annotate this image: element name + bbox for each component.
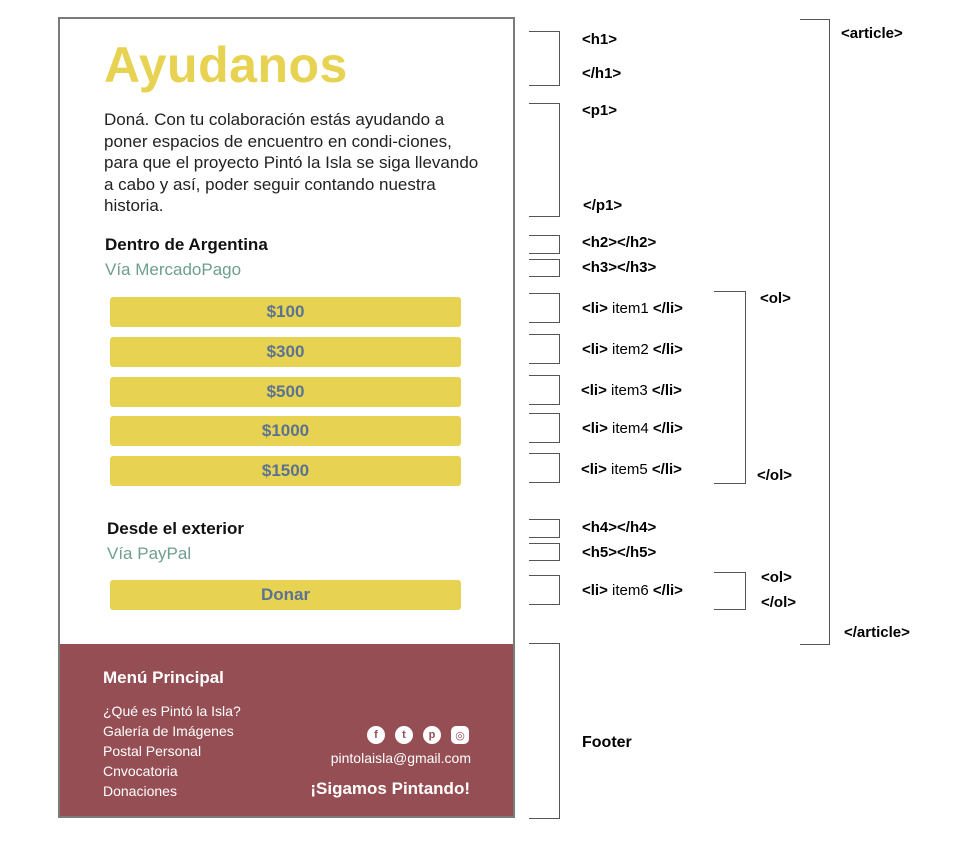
- label-article-open: <article>: [841, 25, 903, 42]
- section-argentina-title: Dentro de Argentina: [105, 235, 268, 254]
- label-li2: [582, 341, 683, 358]
- li-close: </li>: [652, 341, 683, 358]
- item-label: item6: [612, 582, 649, 599]
- pinterest-icon[interactable]: p: [423, 726, 441, 744]
- page-title: Ayudanos: [104, 37, 348, 93]
- item-label: item5: [611, 461, 648, 478]
- donate-300-button[interactable]: $300: [110, 337, 461, 367]
- label-p-close: </p1>: [583, 197, 623, 214]
- li-close: </li>: [651, 382, 682, 399]
- label-h1-open: <h1>: [582, 31, 618, 48]
- label-ol1-close: </ol>: [757, 467, 793, 484]
- footer-menu-title: Menú Principal: [103, 668, 224, 687]
- label-li6: [582, 582, 683, 599]
- label-li5: [581, 461, 682, 478]
- bracket-h3: [529, 259, 560, 277]
- bracket-h4: [529, 519, 560, 538]
- label-h3: <h3></h3>: [582, 259, 657, 276]
- footer-email[interactable]: pintolaisla@gmail.com: [330, 750, 471, 766]
- donar-button[interactable]: Donar: [110, 580, 461, 610]
- bracket-li5: [529, 453, 560, 483]
- footer: [60, 644, 513, 818]
- li-open: <li>: [582, 300, 608, 317]
- li-open: <li>: [581, 382, 607, 399]
- bracket-li6: [529, 575, 560, 605]
- bracket-h2: [529, 235, 560, 254]
- footer-link-galeria[interactable]: Galería de Imágenes: [103, 723, 234, 739]
- bracket-p: [529, 103, 560, 217]
- bracket-li3: [529, 375, 560, 405]
- page-mockup: [58, 17, 515, 818]
- item-label: item2: [612, 341, 649, 358]
- instagram-icon[interactable]: ◎: [451, 726, 469, 744]
- item-label: item1: [612, 300, 649, 317]
- li-close: </li>: [651, 461, 682, 478]
- bracket-article: [800, 19, 830, 645]
- intro-paragraph: Doná. Con tu colaboración estás ayudando a poner espacios de encuentro en condi-ciones, para que el proyecto Pintó la Isla se siga llevando a cabo y así, poder seguir contando nuestra historia.: [104, 110, 479, 215]
- bracket-ol1: [714, 291, 746, 484]
- label-ol2-close: </ol>: [761, 594, 797, 611]
- label-li4: [582, 420, 683, 437]
- label-ol2-open: <ol>: [761, 569, 792, 586]
- label-h5: <h5></h5>: [582, 544, 657, 561]
- donate-1000-button[interactable]: $1000: [110, 416, 461, 446]
- li-open: <li>: [581, 461, 607, 478]
- li-open: <li>: [582, 341, 608, 358]
- section-argentina-subtitle: Vía MercadoPago: [105, 260, 242, 279]
- li-open: <li>: [582, 420, 608, 437]
- bracket-h5: [529, 543, 560, 561]
- footer-menu: [103, 701, 241, 801]
- li-close: </li>: [652, 582, 683, 599]
- section-exterior-subtitle: Vía PayPal: [107, 544, 192, 563]
- bracket-li1: [529, 293, 560, 323]
- donate-500-button[interactable]: $500: [110, 377, 461, 407]
- li-close: </li>: [652, 300, 683, 317]
- label-footer: Footer: [582, 734, 632, 751]
- bracket-footer: [529, 643, 560, 819]
- bracket-li2: [529, 334, 560, 364]
- donate-100-button[interactable]: $100: [110, 297, 461, 327]
- label-article-close: </article>: [844, 624, 910, 641]
- facebook-icon[interactable]: f: [367, 726, 385, 744]
- label-li3: [581, 382, 682, 399]
- label-li1: [582, 300, 683, 317]
- label-h2: <h2></h2>: [582, 234, 657, 251]
- section-exterior-title: Desde el exterior: [107, 519, 245, 538]
- twitter-icon[interactable]: t: [395, 726, 413, 744]
- footer-slogan: ¡Sigamos Pintando!: [310, 779, 470, 798]
- label-ol1-open: <ol>: [760, 290, 791, 307]
- social-icons: [367, 726, 469, 744]
- li-close: </li>: [652, 420, 683, 437]
- footer-link-postal[interactable]: Postal Personal: [103, 743, 202, 759]
- donate-1500-button[interactable]: $1500: [110, 456, 461, 486]
- bracket-li4: [529, 413, 560, 443]
- item-label: item4: [612, 420, 649, 437]
- item-label: item3: [611, 382, 648, 399]
- label-p-open: <p1>: [582, 102, 618, 119]
- bracket-h1: [529, 31, 560, 86]
- bracket-ol2: [714, 572, 746, 610]
- footer-link-convocatoria[interactable]: Cnvocatoria: [103, 763, 178, 779]
- label-h1-close: </h1>: [582, 65, 622, 82]
- li-open: <li>: [582, 582, 608, 599]
- footer-link-que-es[interactable]: ¿Qué es Pintó la Isla?: [103, 703, 241, 719]
- label-h4: <h4></h4>: [582, 519, 657, 536]
- footer-link-donaciones[interactable]: Donaciones: [103, 783, 177, 799]
